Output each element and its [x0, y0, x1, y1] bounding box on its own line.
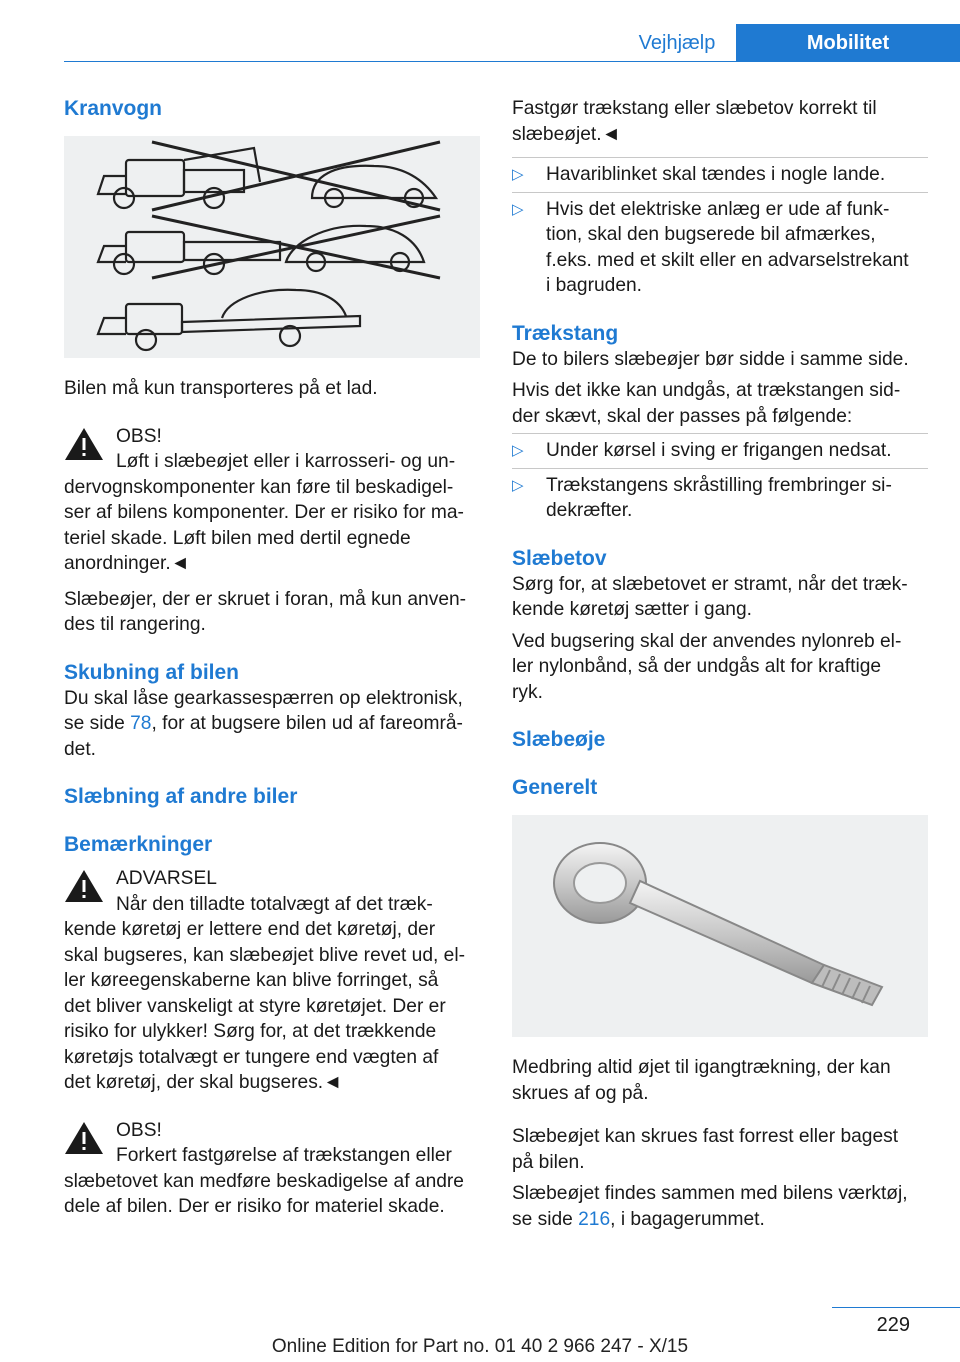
text-line: Medbring altid øjet til igangtrækning, der kan	[512, 1057, 891, 1078]
text-line: skrues af og på.	[512, 1082, 649, 1104]
text-tov-1	[512, 572, 928, 623]
text-skrues	[512, 1124, 928, 1175]
warning-line: Forkert fastgørelse af trækstangen eller	[116, 1145, 452, 1166]
triangle-bullet-icon: ▷	[512, 166, 524, 183]
heading-slaebning: Slæbning af andre biler	[64, 785, 298, 808]
list-text: tion, skal den bugserede bil afmærkes,	[546, 224, 876, 245]
list-item	[512, 158, 928, 193]
page-number: 229	[876, 1314, 910, 1336]
page-header	[0, 0, 960, 62]
warning-line: dervognskomponenter kan føre til beskadigel-	[64, 476, 454, 498]
text-line: kende køretøj sætter i gang.	[512, 599, 752, 620]
text-line: , i bagagerummet.	[610, 1208, 765, 1230]
right-column	[512, 96, 928, 1232]
list-item	[512, 434, 928, 469]
text-line: Fastgør trækstang eller slæbetov korrekt til	[512, 98, 877, 119]
list-text: Hvis det elektriske anlæg er ude af funk-	[546, 198, 890, 220]
bullet-list-2	[512, 433, 928, 528]
text-line: se side	[64, 713, 131, 734]
list-text: Havariblinket skal tændes i nogle lande.	[546, 164, 886, 185]
list-text: Trækstangens skråstilling frembringer si-	[546, 474, 892, 496]
list-text: i bagruden.	[546, 275, 643, 296]
text-findes	[512, 1181, 928, 1232]
triangle-bullet-icon: ▷	[512, 476, 524, 494]
text-fastgor	[512, 96, 928, 147]
text-tov-2	[512, 629, 928, 706]
warning-line: ler køreegenskaberne kan blive forringet, så	[64, 970, 439, 991]
list-item	[512, 193, 928, 303]
warning-title: OBS!	[116, 425, 162, 447]
heading-traekstang: Trækstang	[512, 321, 619, 345]
tow-eye-drawing	[512, 815, 928, 1037]
warning-obs-1	[64, 424, 480, 577]
warning-advarsel	[64, 866, 480, 1096]
text-line: Ved bugsering skal der anvendes nylonreb el-	[512, 630, 902, 652]
text-medbring	[512, 1055, 928, 1106]
text-line: Slæbeøjet kan skrues fast forrest eller bagest	[512, 1126, 899, 1147]
warning-triangle-icon	[64, 426, 104, 462]
tow-eye-illustration	[512, 815, 928, 1037]
warning-line: Når den tilladte totalvægt af det træk-	[116, 893, 433, 915]
text-line: se side	[512, 1208, 579, 1230]
text-line: der skævt, skal der passes på følgende:	[512, 405, 853, 427]
text-line: Du skal låse gearkassespærren op elektronisk,	[64, 687, 463, 709]
warning-line: skal bugseres, kan slæbeøjet blive revet ud, el-	[64, 944, 465, 966]
text-line: Slæbeøjer, der er skruet i foran, må kun anven-	[64, 588, 467, 610]
warning-line: teriel skade. Løft bilen med dertil egnede	[64, 527, 411, 549]
header-divider	[64, 61, 960, 62]
page-link-78[interactable]: 78	[130, 713, 152, 734]
heading-slaebeoje: Slæbeøje	[512, 728, 606, 751]
page-link-216[interactable]: 216	[578, 1208, 611, 1230]
warning-line: ser af bilens komponenter. Der er risiko for ma-	[64, 502, 464, 523]
footer-divider	[832, 1307, 960, 1308]
list-item	[512, 469, 928, 528]
warning-triangle-icon	[64, 868, 104, 904]
heading-bemaerkninger: Bemærkninger	[64, 833, 213, 856]
text-traek-2	[512, 378, 928, 429]
text-line: , for at bugsere bilen ud af fareområ-	[151, 713, 463, 734]
text-line: slæbeøjet.◄	[512, 123, 621, 145]
warning-line: kende køretøj er lettere end det køretøj, der	[64, 919, 436, 940]
bullet-list-1	[512, 157, 928, 303]
warning-line: køretøjs totalvægt er tungere end vægten af	[64, 1046, 439, 1068]
warning-line: det bliver vanskeligt at styre køretøjet. Der er	[64, 995, 446, 1017]
heading-kranvogn: Kranvogn	[64, 97, 163, 120]
text-traek-1: De to bilers slæbeøjer bør sidde i samme side.	[512, 348, 909, 370]
list-text: f.eks. med et skilt eller en advarselstrekant	[546, 249, 909, 271]
tow-truck-illustration	[64, 136, 480, 358]
warning-line: dele af bilen. Der er risiko for materiel skade.	[64, 1196, 445, 1217]
warning-obs-2	[64, 1118, 480, 1220]
text-line: des til rangering.	[64, 614, 206, 635]
heading-generelt: Generelt	[512, 776, 598, 799]
warning-triangle-icon	[64, 1120, 104, 1156]
edition-text: Online Edition for Part no. 01 40 2 966 247 - X/15	[271, 1336, 689, 1357]
left-column	[64, 96, 480, 1220]
heading-slaebetov: Slæbetov	[512, 546, 607, 570]
text-line: Slæbeøjet findes sammen med bilens værktøj,	[512, 1183, 908, 1204]
text-slaebeojer	[64, 587, 480, 638]
text-line: på bilen.	[512, 1151, 585, 1173]
text-skubning	[64, 686, 480, 763]
warning-line: det køretøj, der skal bugseres.◄	[64, 1072, 343, 1093]
warning-title: OBS!	[116, 1119, 162, 1141]
tab-mobilitet[interactable]: Mobilitet	[736, 24, 960, 62]
text-kranvogn: Bilen må kun transporteres på et lad.	[64, 378, 378, 399]
warning-line: slæbetovet kan medføre beskadigelse af andre	[64, 1170, 464, 1192]
triangle-bullet-icon: ▷	[512, 200, 524, 218]
triangle-bullet-icon: ▷	[512, 442, 524, 459]
text-line: Hvis det ikke kan undgås, at trækstangen sid-	[512, 380, 901, 401]
list-text: Under kørsel i sving er frigangen nedsat.	[546, 440, 892, 461]
warning-title: ADVARSEL	[116, 868, 217, 889]
text-line: ryk.	[512, 681, 543, 703]
warning-line: anordninger.◄	[64, 553, 190, 574]
text-line: ler nylonbånd, så der undgås alt for kraftige	[512, 656, 882, 677]
text-line: det.	[64, 738, 97, 760]
warning-line: Løft i slæbeøjet eller i karrosseri- og un-	[116, 451, 456, 472]
list-text: dekræfter.	[546, 500, 633, 521]
heading-skubning: Skubning af bilen	[64, 660, 240, 684]
warning-line: risiko for ulykker! Sørg for, at det trækkende	[64, 1021, 437, 1042]
text-line: Sørg for, at slæbetovet er stramt, når det træk-	[512, 573, 908, 595]
tow-truck-drawing	[64, 136, 480, 358]
tab-vejhjaelp[interactable]: Vejhjælp	[638, 32, 716, 54]
